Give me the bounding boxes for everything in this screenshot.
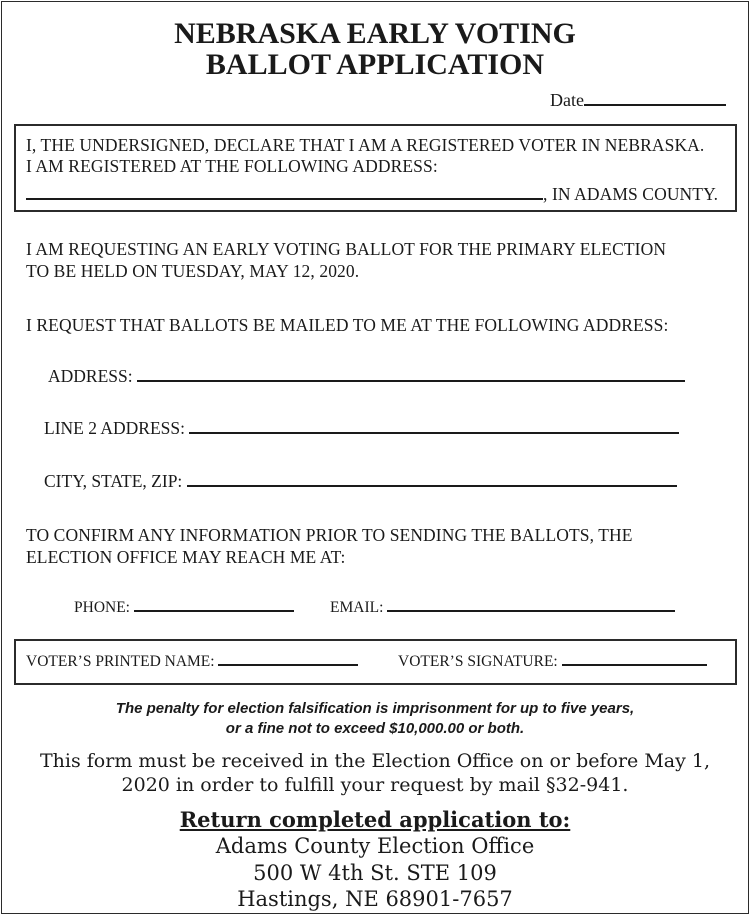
city-state-zip-input-line[interactable] — [187, 485, 677, 487]
voter-signature-box — [14, 639, 737, 685]
return-office: Adams County Election Office — [215, 834, 535, 858]
city-state-zip-label: CITY, STATE, ZIP: — [44, 471, 183, 491]
city-state-zip-row — [44, 471, 677, 492]
line2-address-row — [44, 418, 679, 439]
confirm-line1: TO CONFIRM ANY INFORMATION PRIOR TO SENDING THE BALLOTS, THE — [26, 525, 633, 545]
address-label: ADDRESS: — [48, 366, 133, 386]
registered-address-input-line[interactable] — [26, 198, 543, 200]
line2-address-label: LINE 2 ADDRESS: — [44, 418, 185, 438]
phone-input-line[interactable] — [134, 610, 294, 612]
signature-label: VOTER’S SIGNATURE: — [398, 653, 558, 670]
return-city: Hastings, NE 68901-7657 — [237, 887, 513, 911]
email-label: EMAIL: — [330, 599, 384, 616]
notice-line2: 2020 in order to fulfill your request by mail §32-941. — [121, 774, 629, 796]
form-title-line1: NEBRASKA EARLY VOTING — [174, 17, 576, 50]
phone-label: PHONE: — [74, 599, 130, 616]
return-heading — [2, 806, 748, 834]
printed-name-label: VOTER’S PRINTED NAME: — [26, 653, 215, 670]
signature-row — [398, 653, 707, 671]
return-street: 500 W 4th St. STE 109 — [253, 861, 497, 885]
county-suffix: , IN ADAMS COUNTY. — [543, 184, 719, 204]
date-input-line[interactable] — [584, 104, 726, 106]
notice-line1: This form must be received in the Election Office on or before May 1, — [39, 750, 711, 772]
declaration-line2: I AM REGISTERED AT THE FOLLOWING ADDRESS: — [26, 156, 438, 176]
return-heading-text: Return completed application to: — [179, 807, 571, 832]
mail-request-text: I REQUEST THAT BALLOTS BE MAILED TO ME AT THE FOLLOWING ADDRESS: — [26, 315, 669, 335]
form-title-line2: BALLOT APPLICATION — [205, 48, 545, 81]
registered-address-row — [26, 183, 718, 205]
request-line1: I AM REQUESTING AN EARLY VOTING BALLOT FOR THE PRIMARY ELECTION — [26, 239, 667, 259]
penalty-line1: The penalty for election falsification is imprisonment for up to five years, — [115, 700, 635, 717]
printed-name-row — [26, 653, 358, 671]
confirm-line2: ELECTION OFFICE MAY REACH ME AT: — [26, 547, 346, 567]
request-line2: TO BE HELD ON TUESDAY, MAY 12, 2020. — [26, 261, 360, 281]
address-row — [48, 366, 685, 387]
email-row — [330, 599, 675, 617]
address-input-line[interactable] — [137, 380, 685, 382]
signature-input-line[interactable] — [562, 664, 707, 666]
phone-row — [74, 599, 294, 617]
declaration-line1: I, THE UNDERSIGNED, DECLARE THAT I AM A REGISTERED VOTER IN NEBRASKA. — [26, 135, 705, 155]
penalty-line2: or a fine not to exceed $10,000.00 or both. — [225, 720, 525, 737]
date-field — [550, 90, 726, 111]
email-input-line[interactable] — [387, 610, 675, 612]
line2-address-input-line[interactable] — [189, 432, 679, 434]
declaration-box — [14, 124, 737, 212]
printed-name-input-line[interactable] — [218, 664, 358, 666]
date-label: Date — [550, 90, 584, 110]
ballot-application-form — [1, 1, 749, 914]
